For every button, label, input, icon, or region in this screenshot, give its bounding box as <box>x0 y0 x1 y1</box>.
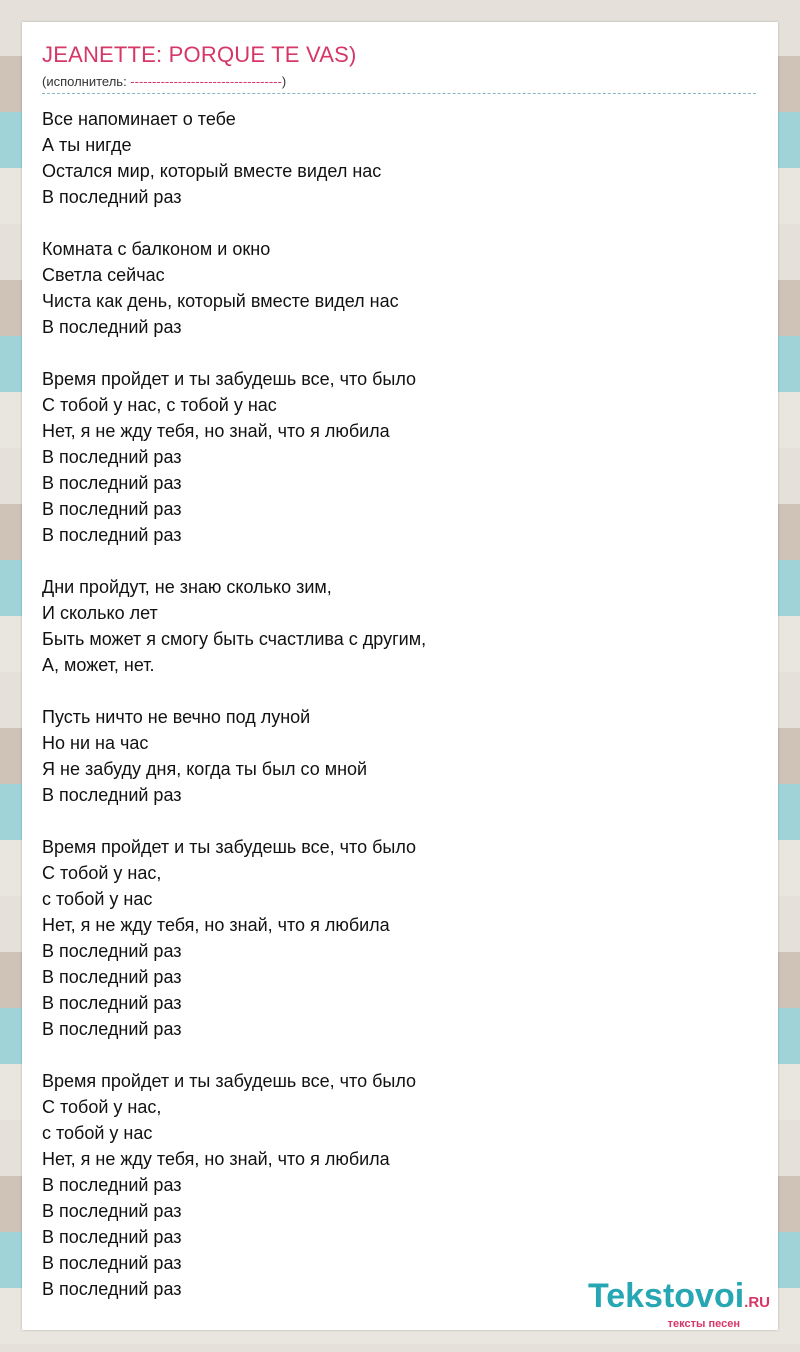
site-logo[interactable] <box>588 1279 770 1330</box>
lyric-line: Нет, я не жду тебя, но знай, что я любила <box>42 915 390 935</box>
lyric-line: С тобой у нас, <box>42 1097 162 1117</box>
logo-tld: .RU <box>744 1294 770 1311</box>
lyric-line: Нет, я не жду тебя, но знай, что я любила <box>42 1149 390 1169</box>
lyric-line: Остался мир, который вместе видел нас <box>42 161 382 181</box>
lyric-line <box>42 210 426 236</box>
lyrics-card <box>22 22 778 1330</box>
lyric-line: В последний раз <box>42 1175 182 1195</box>
lyric-line: Время пройдет и ты забудешь все, что было <box>42 369 417 389</box>
lyric-line: В последний раз <box>42 993 182 1013</box>
lyric-line: В последний раз <box>42 1019 182 1039</box>
lyric-line <box>42 808 426 834</box>
lyric-line: В последний раз <box>42 1253 182 1273</box>
title-divider <box>42 93 756 94</box>
lyric-line: В последний раз <box>42 499 182 519</box>
lyric-line: с тобой у нас <box>42 1123 153 1143</box>
lyric-line: И сколько лет <box>42 603 158 623</box>
lyric-line: В последний раз <box>42 1227 182 1247</box>
performer-line <box>42 74 286 89</box>
lyric-line: Нет, я не жду тебя, но знай, что я любила <box>42 421 390 441</box>
lyric-line: С тобой у нас, с тобой у нас <box>42 395 277 415</box>
lyric-line: Время пройдет и ты забудешь все, что было <box>42 1071 417 1091</box>
lyric-line <box>42 548 426 574</box>
song-title: JEANETTE: PORQUE TE VAS) <box>42 42 357 67</box>
lyric-line: А, может, нет. <box>42 655 155 675</box>
logo-subtitle: тексты песен <box>667 1318 740 1330</box>
lyric-line: В последний раз <box>42 317 182 337</box>
lyric-line: С тобой у нас, <box>42 863 162 883</box>
lyric-line: Чиста как день, который вместе видел нас <box>42 291 399 311</box>
lyric-line: Дни пройдут, не знаю сколько зим, <box>42 577 332 597</box>
lyric-line <box>42 678 426 704</box>
logo-wordmark: Tekstovoi <box>587 1277 745 1315</box>
lyric-line: Все напоминает о тебе <box>42 109 236 129</box>
lyric-line: В последний раз <box>42 473 182 493</box>
lyric-line: Светла сейчас <box>42 265 165 285</box>
lyric-line: В последний раз <box>42 941 182 961</box>
lyric-line: В последний раз <box>42 1201 182 1221</box>
lyric-line: В последний раз <box>42 525 182 545</box>
lyric-line: Но ни на час <box>42 733 149 753</box>
performer-label: (исполнитель: <box>42 74 131 89</box>
lyric-line: В последний раз <box>42 785 182 805</box>
lyric-line <box>42 1042 426 1068</box>
lyrics-body <box>42 106 426 1302</box>
performer-link[interactable]: ----------------------------------- <box>130 74 282 89</box>
lyric-line <box>42 340 426 366</box>
lyric-line: В последний раз <box>42 187 182 207</box>
lyric-line: Время пройдет и ты забудешь все, что было <box>42 837 417 857</box>
performer-close: ) <box>281 74 287 89</box>
lyric-line: с тобой у нас <box>42 889 153 909</box>
lyric-line: В последний раз <box>42 1279 182 1299</box>
lyric-line: Комната с балконом и окно <box>42 239 271 259</box>
lyric-line: В последний раз <box>42 447 182 467</box>
lyric-line: Быть может я смогу быть счастлива с другим, <box>42 629 427 649</box>
lyric-line: В последний раз <box>42 967 182 987</box>
lyric-line: Я не забуду дня, когда ты был со мной <box>42 759 368 779</box>
lyric-line: Пусть ничто не вечно под луной <box>42 707 311 727</box>
lyric-line: А ты нигде <box>42 135 132 155</box>
